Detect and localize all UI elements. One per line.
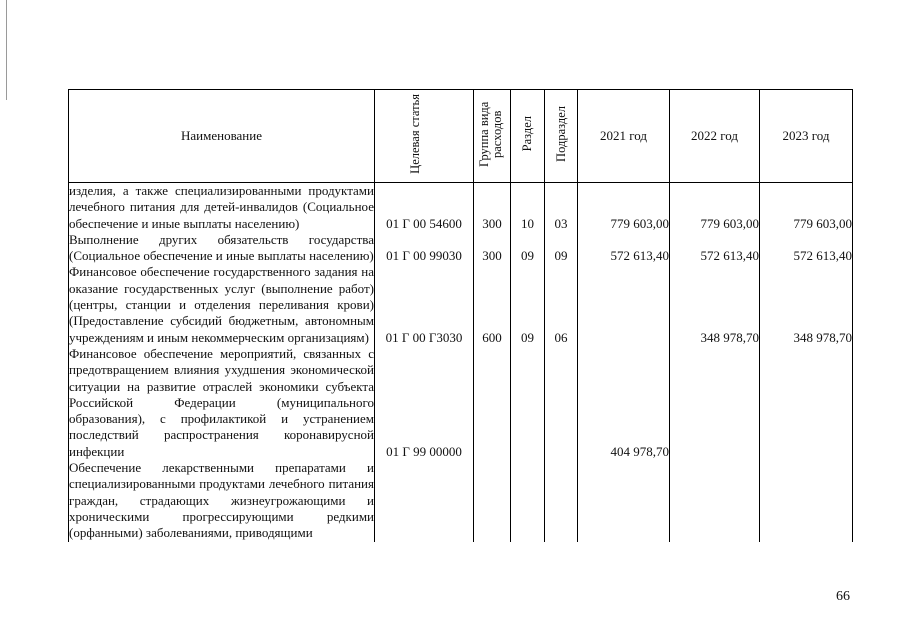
row-subsection: 09 bbox=[545, 232, 578, 265]
table-row bbox=[69, 264, 853, 345]
row-subsection bbox=[545, 460, 578, 541]
row-name: Выполнение других обязательств государства (Социальное обеспечение и иные выплаты населению) bbox=[69, 231, 374, 264]
row-expense-group: 300 bbox=[474, 183, 511, 232]
row-amount-2022: 348 978,70 bbox=[670, 264, 760, 345]
row-name: Обеспечение лекарственными препаратами и специализированными продуктами лечебного питания граждан, страдающих жизнеугрожающими и хроническими прогрессирующими редкими (орфанными) заболеваниями, приводящими bbox=[69, 460, 374, 541]
row-expense-group: 300 bbox=[474, 232, 511, 265]
header-subsection: Подраздел bbox=[545, 90, 578, 183]
table-row bbox=[69, 183, 853, 232]
table-row bbox=[69, 346, 853, 460]
row-amount-2022 bbox=[670, 346, 760, 460]
row-section bbox=[511, 346, 545, 460]
row-amount-2021: 572 613,40 bbox=[578, 232, 670, 265]
row-target-article: 01 Г 00 99030 bbox=[375, 232, 474, 265]
header-2023: 2023 год bbox=[760, 90, 853, 183]
row-subsection: 03 bbox=[545, 183, 578, 232]
row-expense-group: 600 bbox=[474, 264, 511, 345]
header-name: Наименование bbox=[69, 90, 375, 183]
budget-table bbox=[68, 89, 853, 542]
row-section bbox=[511, 460, 545, 541]
row-amount-2022 bbox=[670, 460, 760, 541]
page-edge-line bbox=[6, 0, 7, 100]
row-amount-2021 bbox=[578, 460, 670, 541]
row-name: изделия, а также специализированными продуктами лечебного питания для детей-инвалидов (Социальное обеспечение и иные выплаты населению) bbox=[69, 183, 374, 231]
header-2022: 2022 год bbox=[670, 90, 760, 183]
row-section: 09 bbox=[511, 264, 545, 345]
row-subsection: 06 bbox=[545, 264, 578, 345]
table-row bbox=[69, 232, 853, 265]
row-target-article: 01 Г 00 54600 bbox=[375, 183, 474, 232]
header-expense-group: Группа вида расходов bbox=[474, 90, 511, 183]
row-amount-2022: 779 603,00 bbox=[670, 183, 760, 232]
table-header-row bbox=[69, 90, 853, 183]
row-subsection bbox=[545, 346, 578, 460]
row-amount-2022: 572 613,40 bbox=[670, 232, 760, 265]
page-number: 66 bbox=[836, 589, 850, 604]
row-amount-2023: 779 603,00 bbox=[760, 183, 853, 232]
row-amount-2023 bbox=[760, 460, 853, 541]
row-amount-2021: 779 603,00 bbox=[578, 183, 670, 232]
row-amount-2023: 348 978,70 bbox=[760, 264, 853, 345]
row-amount-2021 bbox=[578, 264, 670, 345]
row-section: 09 bbox=[511, 232, 545, 265]
header-section: Раздел bbox=[511, 90, 545, 183]
row-section: 10 bbox=[511, 183, 545, 232]
row-name: Финансовое обеспечение государственного задания на оказание государственных услуг (выполнение работ) (центры, станции и отделения переливания крови) (Предоставление субсидий бюджетным, автономным учреждениям и иным некоммерческим организациям) bbox=[69, 264, 374, 345]
row-target-article: 01 Г 00 Г3030 bbox=[375, 264, 474, 345]
table-row bbox=[69, 460, 853, 541]
row-amount-2021: 404 978,70 bbox=[578, 346, 670, 460]
row-target-article: 01 Г 99 00000 bbox=[375, 346, 474, 460]
row-target-article bbox=[375, 460, 474, 541]
header-2021: 2021 год bbox=[578, 90, 670, 183]
row-amount-2023: 572 613,40 bbox=[760, 232, 853, 265]
row-expense-group bbox=[474, 346, 511, 460]
row-expense-group bbox=[474, 460, 511, 541]
header-target-article: Целевая статья bbox=[375, 90, 474, 183]
row-amount-2023 bbox=[760, 346, 853, 460]
row-name: Финансовое обеспечение мероприятий, связанных с предотвращением влияния ухудшения экономической ситуации на развитие отраслей экономики субъекта Российской Федерации (муниципального образования), с профилактикой и устранением последствий распространения коронавирусной инфекции bbox=[69, 345, 374, 459]
